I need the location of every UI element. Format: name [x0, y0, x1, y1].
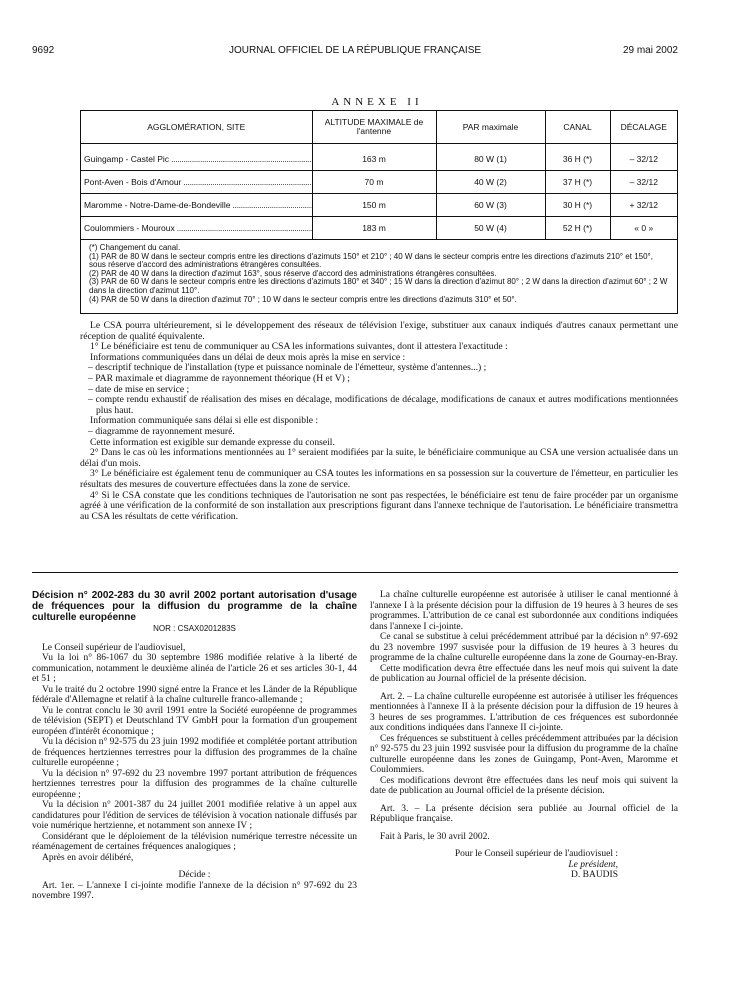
table-cell: 40 W (2): [436, 171, 545, 194]
paragraph: Ce canal se substitue à celui précédemment attribué par la décision n° 97-692 du 23 novembre 1997 susvisée pour la diffusion de 19 heures à 3 heures du programme de la chaîne culturelle européenne dans la zone de Gournay-en-Bray.: [370, 632, 678, 663]
done-at: Fait à Paris, le 30 avril 2002.: [380, 831, 490, 842]
signature-name: D. BAUDIS: [571, 870, 618, 880]
signature-role: Le président,: [568, 859, 618, 870]
list-item: – compte rendu exhaustif de réalisation des mises en décalage, modifications de décalage, modifications de canaux et autres modifications mentionnées plus haut.: [88, 394, 678, 416]
table-cell: – 32/12: [610, 148, 677, 171]
decision-left-column: [32, 590, 357, 902]
annexe-body-text: [80, 321, 678, 522]
paragraph: Considérant que le déploiement de la télévision numérique terrestre nécessite un réaménagement de certaines fréquences analogiques ;: [32, 831, 357, 852]
table-note: (4) PAR de 50 W dans la direction d'azimut 70° ; 10 W dans le secteur compris entre les directions d'azimuts 310° et 50°.: [89, 294, 517, 304]
section-divider: [32, 572, 678, 573]
decision-right-column: [370, 590, 678, 881]
paragraph: Informations communiquées dans un délai de deux mois après la mise en service :: [90, 351, 406, 363]
table-cell: 30 H (*): [545, 194, 610, 217]
journal-title: JOURNAL OFFICIEL DE LA RÉPUBLIQUE FRANÇAISE: [228, 45, 482, 56]
paragraph: 3° Le bénéficiaire est également tenu de communiquer au CSA toutes les informations en sa possession sur la couverture de l'émetteur, en particulier les résultats des mesures de couverture effectuées dans la zone de service.: [80, 468, 678, 490]
table-cell: 50 W (4): [436, 217, 545, 240]
table-cell: 37 H (*): [545, 171, 610, 194]
list-item: – diagramme de rayonnement mesuré.: [88, 425, 235, 437]
paragraph: Cette modification devra être effectuée dans les neuf mois qui suivent la date de publication au Journal officiel de la présente décision.: [370, 663, 678, 684]
paragraph: Information communiquée sans délai si elle est disponible :: [90, 415, 319, 427]
table-cell: 150 m: [312, 194, 436, 217]
paragraph: La chaîne culturelle européenne est autorisée à utiliser le canal mentionné à l'annexe I à la présente décision pour la diffusion de 19 heures à 3 heures de ses programmes. L'attribution de ce canal est subordonnée aux conditions indiquées dans l'annexe I ci-jointe.: [370, 590, 678, 632]
table-cell: 70 m: [312, 171, 436, 194]
signature-line: Pour le Conseil supérieur de l'audiovisuel :: [454, 849, 618, 859]
decision-title: Décision n° 2002-283 du 30 avril 2002 portant autorisation d'usage de fréquences pour la diffusion du programme de la chaîne culturelle européenne: [32, 590, 357, 623]
table-note: (2) PAR de 40 W dans la direction d'azimut 163°, sous réserve d'accord des administrations étrangères consultées.: [89, 268, 497, 278]
paragraph: Ces fréquences se substituent à celles précédemment attribuées par la décision n° 92-575 du 23 juin 1992 susvisée pour la diffusion du programme de la chaîne culturelle européenne dans les zones de Guingamp, Pont-Aven, Maromme et Coulommiers.: [370, 733, 678, 775]
paragraph: 1° Le bénéficiaire est tenu de communiquer au CSA les informations suivantes, dont il attestera l'exactitude :: [90, 341, 508, 353]
table-notes: [81, 240, 677, 304]
nor-reference: NOR : CSAX0201283S: [153, 624, 236, 633]
column-header: CANAL: [545, 111, 610, 144]
table-cell: « 0 »: [610, 217, 677, 240]
table-note: (1) PAR de 80 W dans le secteur compris entre les directions d'azimuts 150° et 210° ; 40 W dans le secteur compris entre les directions d'azimuts 210° et 150°, sous réserve d'accord des administrations étrangères consultées.: [89, 251, 653, 270]
table-cell: 60 W (3): [436, 194, 545, 217]
table-cell-site: Maromme - Notre-Dame-de-Bondeville .....: [81, 194, 312, 217]
decide-heading: Décide :: [178, 870, 211, 880]
annexe-title: ANNEXE II: [331, 96, 423, 108]
list-item: – descriptif technique de l'installation (type et puissance nominale de l'émetteur, système d'antennes...) ;: [88, 362, 487, 374]
table-cell: 36 H (*): [545, 148, 610, 171]
article-1: Art. 1er. – L'annexe I ci-jointe modifie l'annexe de la décision n° 97-692 du 23 novembre 1997.: [32, 880, 357, 901]
table-note: (3) PAR de 60 W dans le secteur compris entre les directions d'azimuts 180° et 340° ; 15 W dans la direction d'azimut 80° ; 2 W dans la direction d'azimut 60° ; 2 W dans la direction d'azimut 110°.: [89, 277, 668, 295]
table-row: [81, 148, 677, 171]
paragraph: Cette information est exigible sur demande expresse du conseil.: [90, 436, 335, 448]
list-item: – PAR maximale et diagramme de rayonnement théorique (H et V) ;: [88, 372, 350, 384]
table-note: (*) Changement du canal.: [89, 243, 181, 252]
table-cell: 80 W (1): [436, 148, 545, 171]
column-header: DÉCALAGE: [610, 111, 677, 144]
table-cell-site: Coulommiers - Mouroux .....: [81, 217, 312, 240]
table-cell: 52 H (*): [545, 217, 610, 240]
paragraph: Vu le contrat conclu le 30 avril 1991 entre la Société européenne de programmes de télévision (SEPT) et Deutschland TV GmbH pour la formation d'un groupement européen d'intérêt économique ;: [32, 705, 357, 737]
paragraph: Ces modifications devront être effectuées dans les neuf mois qui suivent la date de publication au Journal officiel de la présente décision.: [370, 775, 678, 796]
table-row: [81, 194, 677, 217]
paragraph: Le Conseil supérieur de l'audiovisuel,: [42, 642, 186, 653]
page-header: [32, 45, 678, 61]
column-header: ALTITUDE MAXIMALE de l'antenne: [312, 111, 436, 144]
column-header: PAR maximale: [436, 111, 545, 144]
issue-date: 29 mai 2002: [622, 45, 678, 56]
table-cell: + 32/12: [610, 194, 677, 217]
paragraph: 4° Si le CSA constate que les conditions techniques de l'autorisation ne sont pas respectées, le bénéficiaire est tenu de faire procéder par un organisme agréé à une vérification de la conformité de son installation aux prescriptions figurant dans l'annexe technique de l'autorisation. Le bénéficiaire transmettra au CSA les résultats de cette vérification.: [80, 489, 678, 522]
paragraph: Le CSA pourra ultérieurement, si le développement des réseaux de télévision l'exige, substituer aux canaux indiqués d'autres canaux permettant une réception de qualité équivalente.: [80, 320, 678, 342]
annexe-table: [80, 110, 678, 314]
paragraph: Après en avoir délibéré,: [42, 852, 134, 863]
article-2: Art. 2. – La chaîne culturelle européenne est autorisée à utiliser les fréquences mentionnées à l'annexe II à la présente décision pour la diffusion de 19 heures à 3 heures de ses programmes. L'attribution de ces fréquences est subordonnée aux conditions indiquées dans l'annexe II ci-jointe.: [370, 691, 678, 733]
paragraph: Vu la loi n° 86-1067 du 30 septembre 1986 modifiée relative à la liberté de communication, notamment le deuxième alinéa de l'article 26 et ses articles 30-1, 44 et 51 ;: [32, 653, 357, 684]
article-3: Art. 3. – La présente décision sera publiée au Journal officiel de la République française.: [370, 803, 678, 824]
table-cell: – 32/12: [610, 171, 677, 194]
page-number: 9692: [32, 45, 55, 56]
table-cell-site: Pont-Aven - Bois d'Amour .....: [81, 171, 312, 194]
paragraph: Vu la décision n° 2001-387 du 24 juillet 2001 modifiée relative à un appel aux candidatures pour l'édition de services de télévision à vocation nationale diffusés par voie numérique hertzienne, et notamment son annexe IV ;: [32, 800, 357, 831]
table-cell: 183 m: [312, 217, 436, 240]
paragraph: Vu le traité du 2 octobre 1990 signé entre la France et les Länder de la République fédérale d'Allemagne et relatif à la chaîne culturelle franco-allemande ;: [32, 684, 357, 705]
table-cell-site: Guingamp - Castel Pic .....: [81, 148, 312, 171]
paragraph: Vu la décision n° 97-692 du 23 novembre 1997 portant attribution de fréquences hertziennes terrestres pour la diffusion des programmes de la chaîne culturelle européenne ;: [32, 768, 357, 800]
paragraph: Vu la décision n° 92-575 du 23 juin 1992 modifiée et complétée portant attribution de fréquences hertziennes terrestres pour la diffusion des programmes de la chaîne culturelle européenne ;: [32, 737, 357, 768]
paragraph: 2° Dans le cas où les informations mentionnées au 1° seraient modifiées par la suite, le bénéficiaire communique au CSA une version actualisée dans un délai d'un mois.: [80, 447, 678, 469]
table-header-row: [81, 111, 677, 144]
table-cell: 163 m: [312, 148, 436, 171]
table-row: [81, 171, 677, 194]
column-header: AGGLOMÉRATION, SITE: [81, 111, 312, 144]
table-row: [81, 217, 677, 240]
list-item: – date de mise en service ;: [88, 383, 190, 395]
